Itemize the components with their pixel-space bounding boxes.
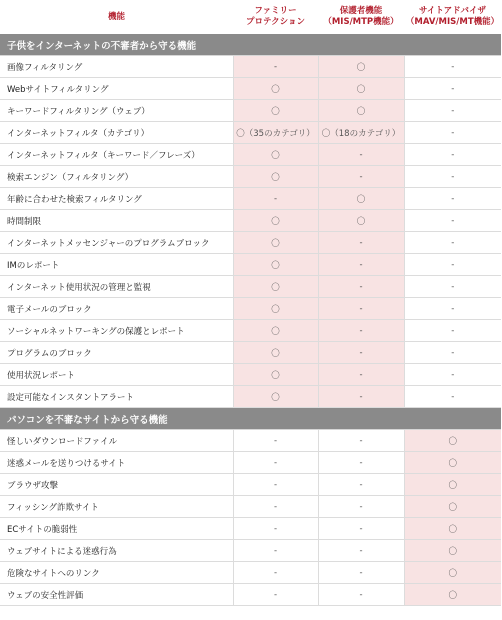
support-cell-c2: 〇（18のカテゴリ）: [318, 122, 404, 144]
table-row: [0, 584, 501, 606]
feature-label: 迷惑メールを送りつけるサイト: [0, 452, 233, 474]
feature-label: ソーシャルネットワーキングの保護とレポート: [0, 320, 233, 342]
support-cell-c2: -: [318, 232, 404, 254]
feature-label: 画像フィルタリング: [0, 56, 233, 78]
header-site-advisor: [404, 0, 501, 34]
table-row: [0, 122, 501, 144]
support-cell-c3: 〇: [404, 430, 501, 452]
support-cell-c1: 〇: [233, 386, 318, 408]
table-row: [0, 496, 501, 518]
support-cell-c3: -: [404, 298, 501, 320]
header-family-protection-line1: ファミリー: [254, 6, 297, 16]
support-cell-c1: -: [233, 496, 318, 518]
header-parental-controls-line1: 保護者機能: [339, 6, 383, 16]
support-cell-c2: -: [318, 144, 404, 166]
table-row: [0, 364, 501, 386]
support-cell-c1: -: [233, 584, 318, 606]
table-row: [0, 320, 501, 342]
header-feature: 機能: [107, 11, 125, 22]
support-cell-c3: 〇: [404, 562, 501, 584]
feature-label: 電子メールのブロック: [0, 298, 233, 320]
table-row: [0, 232, 501, 254]
section-header: [0, 408, 501, 430]
support-cell-c1: 〇: [233, 232, 318, 254]
table-row: [0, 78, 501, 100]
support-cell-c3: -: [404, 386, 501, 408]
table-row: [0, 100, 501, 122]
support-cell-c2: -: [318, 496, 404, 518]
support-cell-c1: 〇: [233, 210, 318, 232]
header-parental-controls-line2: （MIS/MTP機能）: [323, 17, 399, 27]
support-cell-c1: 〇: [233, 298, 318, 320]
support-cell-c1: -: [233, 188, 318, 210]
feature-label: IMのレポート: [0, 254, 233, 276]
support-cell-c3: -: [404, 166, 501, 188]
support-cell-c1: -: [233, 562, 318, 584]
header-row: [0, 0, 501, 34]
header-site-advisor-line2: （MAV/MIS/MT機能）: [405, 17, 500, 27]
support-cell-c2: 〇: [318, 210, 404, 232]
feature-label: 設定可能なインスタントアラート: [0, 386, 233, 408]
feature-label: ECサイトの脆弱性: [0, 518, 233, 540]
support-cell-c2: -: [318, 518, 404, 540]
table-row: [0, 540, 501, 562]
feature-label: キーワードフィルタリング（ウェブ）: [0, 100, 233, 122]
support-cell-c3: 〇: [404, 452, 501, 474]
support-cell-c1: -: [233, 474, 318, 496]
support-cell-c2: -: [318, 540, 404, 562]
header-site-advisor-line1: サイトアドバイザ: [419, 6, 486, 16]
feature-label: 使用状況レポート: [0, 364, 233, 386]
support-cell-c1: 〇: [233, 254, 318, 276]
support-cell-c3: 〇: [404, 584, 501, 606]
support-cell-c2: -: [318, 584, 404, 606]
support-cell-c3: -: [404, 232, 501, 254]
feature-label: ウェブの安全性評価: [0, 584, 233, 606]
section-title: パソコンを不審なサイトから守る機能: [0, 408, 501, 430]
support-cell-c2: -: [318, 386, 404, 408]
table-body: [0, 34, 501, 606]
support-cell-c3: 〇: [404, 474, 501, 496]
support-cell-c2: -: [318, 364, 404, 386]
support-cell-c3: -: [404, 56, 501, 78]
table-row: [0, 276, 501, 298]
header-family-protection-line2: プロテクション: [246, 17, 305, 27]
support-cell-c3: -: [404, 276, 501, 298]
feature-label: インターネットフィルタ（キーワード／フレーズ）: [0, 144, 233, 166]
support-cell-c2: 〇: [318, 56, 404, 78]
feature-label: Webサイトフィルタリング: [0, 78, 233, 100]
support-cell-c2: -: [318, 562, 404, 584]
table-row: [0, 452, 501, 474]
support-cell-c2: -: [318, 452, 404, 474]
support-cell-c3: 〇: [404, 496, 501, 518]
support-cell-c1: 〇: [233, 364, 318, 386]
feature-label: 怪しいダウンロードファイル: [0, 430, 233, 452]
support-cell-c1: -: [233, 56, 318, 78]
support-cell-c1: 〇: [233, 144, 318, 166]
support-cell-c3: -: [404, 100, 501, 122]
support-cell-c2: -: [318, 430, 404, 452]
support-cell-c2: 〇: [318, 188, 404, 210]
support-cell-c2: -: [318, 298, 404, 320]
table-row: [0, 210, 501, 232]
support-cell-c1: 〇: [233, 166, 318, 188]
support-cell-c1: 〇: [233, 342, 318, 364]
support-cell-c3: -: [404, 254, 501, 276]
support-cell-c3: -: [404, 122, 501, 144]
support-cell-c2: 〇: [318, 78, 404, 100]
table-row: [0, 474, 501, 496]
support-cell-c3: -: [404, 210, 501, 232]
table-row: [0, 430, 501, 452]
section-title: 子供をインターネットの不審者から守る機能: [0, 34, 501, 56]
support-cell-c1: -: [233, 540, 318, 562]
feature-label: フィッシング詐欺サイト: [0, 496, 233, 518]
feature-label: インターネットフィルタ（カテゴリ）: [0, 122, 233, 144]
table-row: [0, 342, 501, 364]
support-cell-c3: -: [404, 364, 501, 386]
header-family-protection: [233, 0, 318, 34]
support-cell-c2: 〇: [318, 100, 404, 122]
support-cell-c3: -: [404, 78, 501, 100]
feature-label: 検索エンジン（フィルタリング）: [0, 166, 233, 188]
section-header: [0, 34, 501, 56]
support-cell-c3: -: [404, 342, 501, 364]
feature-label: インターネットメッセンジャーのプログラムブロック: [0, 232, 233, 254]
support-cell-c1: 〇（35のカテゴリ）: [233, 122, 318, 144]
support-cell-c2: -: [318, 254, 404, 276]
support-cell-c1: -: [233, 518, 318, 540]
table-row: [0, 166, 501, 188]
table-row: [0, 56, 501, 78]
support-cell-c2: -: [318, 342, 404, 364]
header-parental-controls: [318, 0, 404, 34]
feature-label: ブラウザ攻撃: [0, 474, 233, 496]
support-cell-c1: 〇: [233, 320, 318, 342]
support-cell-c3: 〇: [404, 518, 501, 540]
support-cell-c3: -: [404, 320, 501, 342]
support-cell-c1: 〇: [233, 78, 318, 100]
feature-label: プログラムのブロック: [0, 342, 233, 364]
support-cell-c3: -: [404, 144, 501, 166]
support-cell-c1: -: [233, 430, 318, 452]
support-cell-c1: 〇: [233, 100, 318, 122]
feature-label: インターネット使用状況の管理と監視: [0, 276, 233, 298]
feature-label: ウェブサイトによる迷惑行為: [0, 540, 233, 562]
support-cell-c2: -: [318, 320, 404, 342]
support-cell-c1: -: [233, 452, 318, 474]
table-row: [0, 518, 501, 540]
table-row: [0, 144, 501, 166]
support-cell-c1: 〇: [233, 276, 318, 298]
support-cell-c2: -: [318, 166, 404, 188]
support-cell-c2: -: [318, 474, 404, 496]
support-cell-c3: -: [404, 188, 501, 210]
table-row: [0, 562, 501, 584]
support-cell-c2: -: [318, 276, 404, 298]
feature-label: 危険なサイトへのリンク: [0, 562, 233, 584]
feature-label: 年齢に合わせた検索フィルタリング: [0, 188, 233, 210]
table-row: [0, 298, 501, 320]
table-row: [0, 254, 501, 276]
support-cell-c3: 〇: [404, 540, 501, 562]
table-row: [0, 386, 501, 408]
feature-label: 時間制限: [0, 210, 233, 232]
table-row: [0, 188, 501, 210]
